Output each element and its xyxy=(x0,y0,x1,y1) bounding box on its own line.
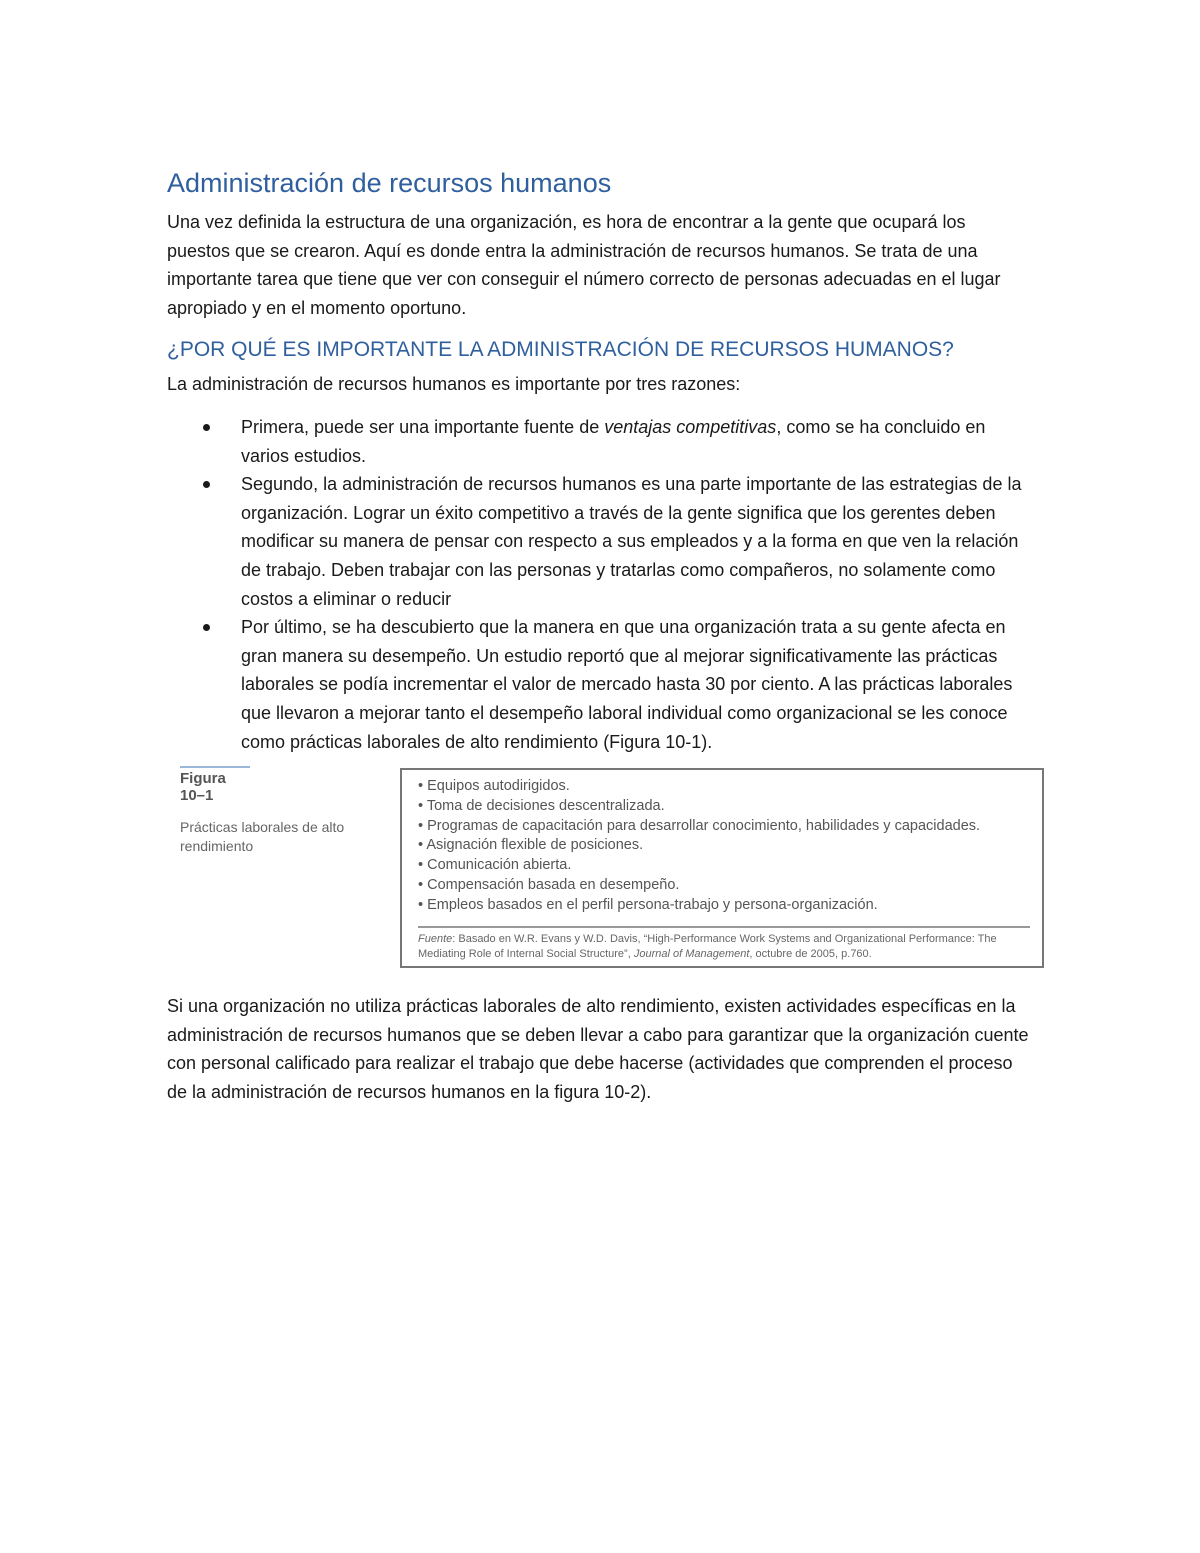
source-label: Fuente xyxy=(418,932,453,945)
list-item xyxy=(167,613,1033,756)
section-heading: ¿POR QUÉ ES IMPORTANTE LA ADMINISTRACIÓN DE RECURSOS HUMANOS? xyxy=(167,338,954,362)
figure-practices-list xyxy=(418,777,1030,916)
figure-number: Figura 10–1 xyxy=(180,766,250,810)
source-text-1: : Basado en W.R. Evans y W.D. Davis, “High-Performance Work Systems and Organizational Performance: The Mediating Role of Internal Social Structure”, xyxy=(418,932,997,960)
bullet-1-emphasis: ventajas competitivas xyxy=(604,416,777,437)
source-journal: Journal of Management xyxy=(633,947,750,960)
bullet-icon xyxy=(203,481,210,488)
closing-paragraph: Si una organización no utiliza prácticas laborales de alto rendimiento, existen actividades específicas en la administración de recursos humanos que se deben llevar a cabo para garantizar que la organización cuente con personal calificado para realizar el trabajo que debe hacerse (actividades que comprenden el proceso de la administración de recursos humanos en la figura 10-2). xyxy=(167,996,1029,1102)
figure-box xyxy=(400,768,1044,968)
document-title: Administración de recursos humanos xyxy=(167,168,612,198)
bullet-2-text: Segundo, la administración de recursos humanos es una parte importante de las estrategias de la organización. Lograr un éxito competitivo a través de la gente significa que los gerentes deben modificar su manera de pensar con respecto a sus empleados y a la forma en que ven la relación de trabajo. Deben trabajar con las personas y tratarlas como compañeros, no solamente como costos a eliminar o reducir xyxy=(241,474,1022,609)
figure-list-item: • Asignación flexible de posiciones. xyxy=(418,836,1030,856)
bullet-1-pre: Primera, puede ser una importante fuente de xyxy=(241,416,605,437)
bullet-icon xyxy=(203,424,210,431)
figure-10-1 xyxy=(167,762,1033,980)
figure-label: Prácticas laborales de alto rendimiento xyxy=(180,819,345,855)
figure-list-item: • Toma de decisiones descentralizada. xyxy=(418,797,1030,817)
section-lead: La administración de recursos humanos es importante por tres razones: xyxy=(167,374,741,395)
figure-list-item: • Equipos autodirigidos. xyxy=(418,777,1030,797)
source-text-2: , octubre de 2005, p.760. xyxy=(749,947,872,960)
list-item xyxy=(167,470,1033,613)
bullet-3-text: Por último, se ha descubierto que la manera en que una organización trata a su gente afecta en gran manera su desempeño. Un estudio reportó que al mejorar significativamente las prácticas laborales se podía incrementar el valor de mercado hasta 30 por ciento. A las prácticas laborales que llevaron a mejorar tanto el desempeño laboral individual como organizacional se les conoce como prácticas laborales de alto rendimiento (Figura 10-1). xyxy=(241,617,1013,752)
figure-list-item: • Programas de capacitación para desarrollar conocimiento, habilidades y capacidades. xyxy=(418,817,1030,837)
intro-paragraph: Una vez definida la estructura de una organización, es hora de encontrar a la gente que ocupará los puestos que se crearon. Aquí es donde entra la administración de recursos humanos. Se trata de una importante tarea que tiene que ver con conseguir el número correcto de personas adecuadas en el lugar apropiado y en el momento oportuno. xyxy=(167,212,1001,318)
bullet-icon xyxy=(203,624,210,631)
document-page xyxy=(167,164,1033,1110)
figure-list-item: • Compensación basada en desempeño. xyxy=(418,876,1030,896)
reasons-list xyxy=(167,413,1033,756)
figure-list-item: • Comunicación abierta. xyxy=(418,856,1030,876)
figure-source xyxy=(418,926,1030,962)
bullet-1-post: , como se ha concluido en varios estudios. xyxy=(241,416,986,466)
list-item xyxy=(167,413,1033,470)
figure-caption xyxy=(180,766,370,856)
figure-list-item: • Empleos basados en el perfil persona-trabajo y persona-organización. xyxy=(418,896,1030,916)
